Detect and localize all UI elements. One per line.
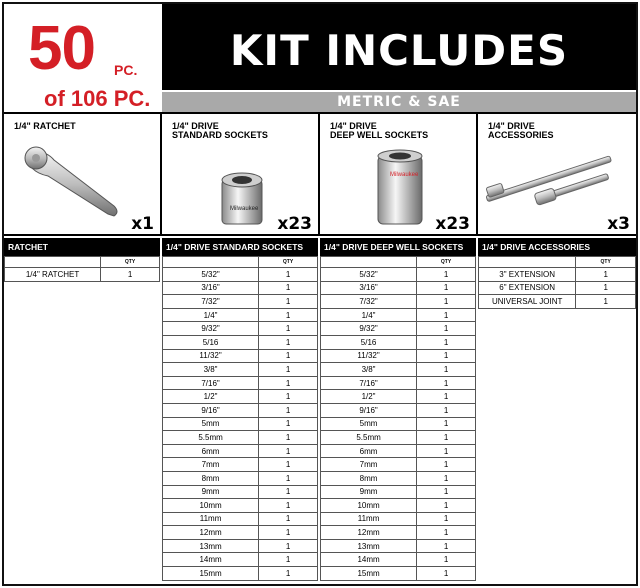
table-row xyxy=(163,526,318,540)
panel-standard-qty: x23 xyxy=(277,214,312,234)
item-cell: 7/32" xyxy=(163,295,259,309)
standard-table-header: 1/4" DRIVE STANDARD SOCKETS xyxy=(162,238,318,256)
table-row xyxy=(321,281,476,295)
table-row xyxy=(321,499,476,513)
item-cell: 11/32" xyxy=(321,349,417,363)
table-row xyxy=(321,268,476,282)
panel-ratchet-qty: x1 xyxy=(131,214,154,234)
item-cell: 10mm xyxy=(163,499,259,513)
qty-column-header: QTY xyxy=(576,257,636,268)
item-cell: 11/32" xyxy=(163,349,259,363)
item-cell: 13mm xyxy=(163,539,259,553)
table-row xyxy=(321,471,476,485)
qty-header-row xyxy=(5,257,160,268)
item-cell: 10mm xyxy=(321,499,417,513)
qty-cell: 1 xyxy=(417,390,476,404)
qty-cell: 1 xyxy=(259,376,318,390)
item-cell: 15mm xyxy=(321,567,417,581)
item-cell: 1/2" xyxy=(163,390,259,404)
table-row xyxy=(163,335,318,349)
table-row xyxy=(163,376,318,390)
table-row xyxy=(163,567,318,581)
item-cell: 9mm xyxy=(163,485,259,499)
panel-deep-title: 1/4" DRIVE DEEP WELL SOCKETS xyxy=(330,121,429,141)
qty-cell: 1 xyxy=(417,499,476,513)
item-cell: 5.5mm xyxy=(321,431,417,445)
qty-header-row xyxy=(321,257,476,268)
table-row xyxy=(163,390,318,404)
panel-standard-sockets xyxy=(162,114,318,236)
qty-cell: 1 xyxy=(417,308,476,322)
table-row xyxy=(321,417,476,431)
qty-cell: 1 xyxy=(259,322,318,336)
item-cell: 1/4" xyxy=(163,308,259,322)
qty-cell: 1 xyxy=(259,499,318,513)
socket-brand: Milwaukee xyxy=(390,172,419,178)
ratchet-table-body xyxy=(5,257,160,282)
item-cell: 7mm xyxy=(163,458,259,472)
item-cell: 8mm xyxy=(163,471,259,485)
qty-cell: 1 xyxy=(417,403,476,417)
qty-cell: 1 xyxy=(417,458,476,472)
qty-cell: 1 xyxy=(259,444,318,458)
qty-cell: 1 xyxy=(417,268,476,282)
item-cell: 9mm xyxy=(321,485,417,499)
qty-cell: 1 xyxy=(417,349,476,363)
table-row xyxy=(321,322,476,336)
panel-accessories xyxy=(478,114,636,236)
qty-cell: 1 xyxy=(417,526,476,540)
item-cell: 7/16" xyxy=(163,376,259,390)
table-row xyxy=(163,539,318,553)
piece-count-badge xyxy=(4,4,162,114)
panel-accessories-title: 1/4" DRIVE ACCESSORIES xyxy=(488,121,554,141)
table-row xyxy=(163,512,318,526)
item-column-header xyxy=(479,257,576,268)
table-row xyxy=(163,485,318,499)
qty-cell: 1 xyxy=(576,281,636,295)
qty-column-header: QTY xyxy=(259,257,318,268)
table-row xyxy=(163,363,318,377)
qty-cell: 1 xyxy=(259,526,318,540)
subtitle-bar xyxy=(162,92,636,112)
qty-cell: 1 xyxy=(259,458,318,472)
table-row xyxy=(163,281,318,295)
qty-cell: 1 xyxy=(417,376,476,390)
table-row xyxy=(321,390,476,404)
socket-brand: Milwaukee xyxy=(230,206,259,212)
deep-table-header: 1/4" DRIVE DEEP WELL SOCKETS xyxy=(320,238,476,256)
item-cell: 7mm xyxy=(321,458,417,472)
item-cell: 9/32" xyxy=(321,322,417,336)
table-row xyxy=(321,349,476,363)
table-row xyxy=(321,295,476,309)
qty-cell: 1 xyxy=(417,417,476,431)
page-title: KIT INCLUDES xyxy=(229,26,569,75)
qty-cell: 1 xyxy=(259,335,318,349)
panel-deep-qty: x23 xyxy=(435,214,470,234)
qty-cell: 1 xyxy=(417,363,476,377)
qty-cell: 1 xyxy=(259,349,318,363)
piece-count-total: of 106 PC. xyxy=(44,86,151,111)
item-cell: 5.5mm xyxy=(163,431,259,445)
qty-header-row xyxy=(479,257,636,268)
qty-cell: 1 xyxy=(417,335,476,349)
qty-cell: 1 xyxy=(576,295,636,309)
item-cell: 6mm xyxy=(163,444,259,458)
item-cell: 3/8" xyxy=(163,363,259,377)
qty-column-header: QTY xyxy=(417,257,476,268)
qty-cell: 1 xyxy=(101,268,160,282)
item-cell: 14mm xyxy=(163,553,259,567)
panel-deep-sockets xyxy=(320,114,476,236)
item-column-header xyxy=(163,257,259,268)
item-cell: 5/32" xyxy=(321,268,417,282)
qty-header-row xyxy=(163,257,318,268)
qty-cell: 1 xyxy=(417,322,476,336)
table-row xyxy=(321,444,476,458)
qty-cell: 1 xyxy=(259,403,318,417)
item-cell: 7/32" xyxy=(321,295,417,309)
table-row xyxy=(163,444,318,458)
accessories-table-header: 1/4" DRIVE ACCESSORIES xyxy=(478,238,636,256)
table-row xyxy=(479,281,636,295)
qty-cell: 1 xyxy=(417,512,476,526)
qty-cell: 1 xyxy=(259,281,318,295)
item-cell: 5mm xyxy=(163,417,259,431)
item-cell: 15mm xyxy=(163,567,259,581)
qty-column-header: QTY xyxy=(101,257,160,268)
item-cell: UNIVERSAL JOINT xyxy=(479,295,576,309)
table-row xyxy=(479,268,636,282)
table-row xyxy=(163,417,318,431)
item-column-header xyxy=(5,257,101,268)
item-cell: 11mm xyxy=(321,512,417,526)
table-row xyxy=(321,376,476,390)
table-row xyxy=(321,308,476,322)
item-cell: 5/32" xyxy=(163,268,259,282)
qty-cell: 1 xyxy=(417,444,476,458)
table-row xyxy=(321,539,476,553)
qty-cell: 1 xyxy=(259,512,318,526)
accessories-table xyxy=(478,238,636,309)
qty-cell: 1 xyxy=(259,471,318,485)
title-bar xyxy=(162,4,636,90)
table-row xyxy=(163,308,318,322)
table-row xyxy=(163,499,318,513)
piece-count: 50 xyxy=(28,14,95,83)
table-row xyxy=(321,458,476,472)
qty-cell: 1 xyxy=(417,431,476,445)
page-subtitle: METRIC & SAE xyxy=(337,94,461,110)
item-cell: 7/16" xyxy=(321,376,417,390)
standard-table-body xyxy=(163,257,318,581)
item-cell: 1/2" xyxy=(321,390,417,404)
item-cell: 11mm xyxy=(163,512,259,526)
item-cell: 1/4" xyxy=(321,308,417,322)
item-cell: 13mm xyxy=(321,539,417,553)
piece-count-suffix: PC. xyxy=(114,62,138,78)
qty-cell: 1 xyxy=(259,268,318,282)
item-cell: 9/32" xyxy=(163,322,259,336)
item-cell: 9/16" xyxy=(321,403,417,417)
qty-cell: 1 xyxy=(259,390,318,404)
qty-cell: 1 xyxy=(259,553,318,567)
qty-cell: 1 xyxy=(259,485,318,499)
item-cell: 5mm xyxy=(321,417,417,431)
item-cell: 6" EXTENSION xyxy=(479,281,576,295)
item-cell: 5/16 xyxy=(163,335,259,349)
qty-cell: 1 xyxy=(417,295,476,309)
table-row xyxy=(321,485,476,499)
accessories-table-body xyxy=(479,257,636,309)
table-row xyxy=(5,268,160,282)
table-row xyxy=(163,471,318,485)
item-cell: 3/16" xyxy=(321,281,417,295)
qty-cell: 1 xyxy=(417,281,476,295)
qty-cell: 1 xyxy=(576,268,636,282)
panel-ratchet xyxy=(4,114,160,236)
item-column-header xyxy=(321,257,417,268)
item-cell: 3" EXTENSION xyxy=(479,268,576,282)
table-row xyxy=(321,567,476,581)
qty-cell: 1 xyxy=(417,471,476,485)
table-row xyxy=(163,268,318,282)
standard-sockets-table xyxy=(162,238,318,581)
panel-standard-title: 1/4" DRIVE STANDARD SOCKETS xyxy=(172,121,268,141)
qty-cell: 1 xyxy=(259,417,318,431)
qty-cell: 1 xyxy=(259,539,318,553)
item-cell: 3/16" xyxy=(163,281,259,295)
item-cell: 14mm xyxy=(321,553,417,567)
table-row xyxy=(321,431,476,445)
table-row xyxy=(163,322,318,336)
table-row xyxy=(163,553,318,567)
item-cell: 8mm xyxy=(321,471,417,485)
table-row xyxy=(163,295,318,309)
ratchet-table-header: RATCHET xyxy=(4,238,160,256)
qty-cell: 1 xyxy=(259,295,318,309)
table-row xyxy=(163,403,318,417)
qty-cell: 1 xyxy=(417,539,476,553)
table-row xyxy=(163,349,318,363)
table-row xyxy=(479,295,636,309)
panel-ratchet-title: 1/4" RATCHET xyxy=(14,121,76,131)
item-cell: 5/16 xyxy=(321,335,417,349)
table-row xyxy=(321,512,476,526)
item-cell: 1/4" RATCHET xyxy=(5,268,101,282)
ratchet-table xyxy=(4,238,160,282)
table-row xyxy=(163,458,318,472)
table-row xyxy=(321,553,476,567)
qty-cell: 1 xyxy=(259,567,318,581)
qty-cell: 1 xyxy=(259,308,318,322)
table-row xyxy=(163,431,318,445)
qty-cell: 1 xyxy=(259,431,318,445)
table-row xyxy=(321,363,476,377)
table-row xyxy=(321,335,476,349)
table-row xyxy=(321,526,476,540)
item-cell: 12mm xyxy=(163,526,259,540)
qty-cell: 1 xyxy=(259,363,318,377)
item-cell: 9/16" xyxy=(163,403,259,417)
deep-table-body xyxy=(321,257,476,581)
item-cell: 12mm xyxy=(321,526,417,540)
item-cell: 3/8" xyxy=(321,363,417,377)
panel-accessories-qty: x3 xyxy=(607,214,630,234)
qty-cell: 1 xyxy=(417,553,476,567)
qty-cell: 1 xyxy=(417,567,476,581)
qty-cell: 1 xyxy=(417,485,476,499)
table-row xyxy=(321,403,476,417)
item-cell: 6mm xyxy=(321,444,417,458)
deep-sockets-table xyxy=(320,238,476,581)
